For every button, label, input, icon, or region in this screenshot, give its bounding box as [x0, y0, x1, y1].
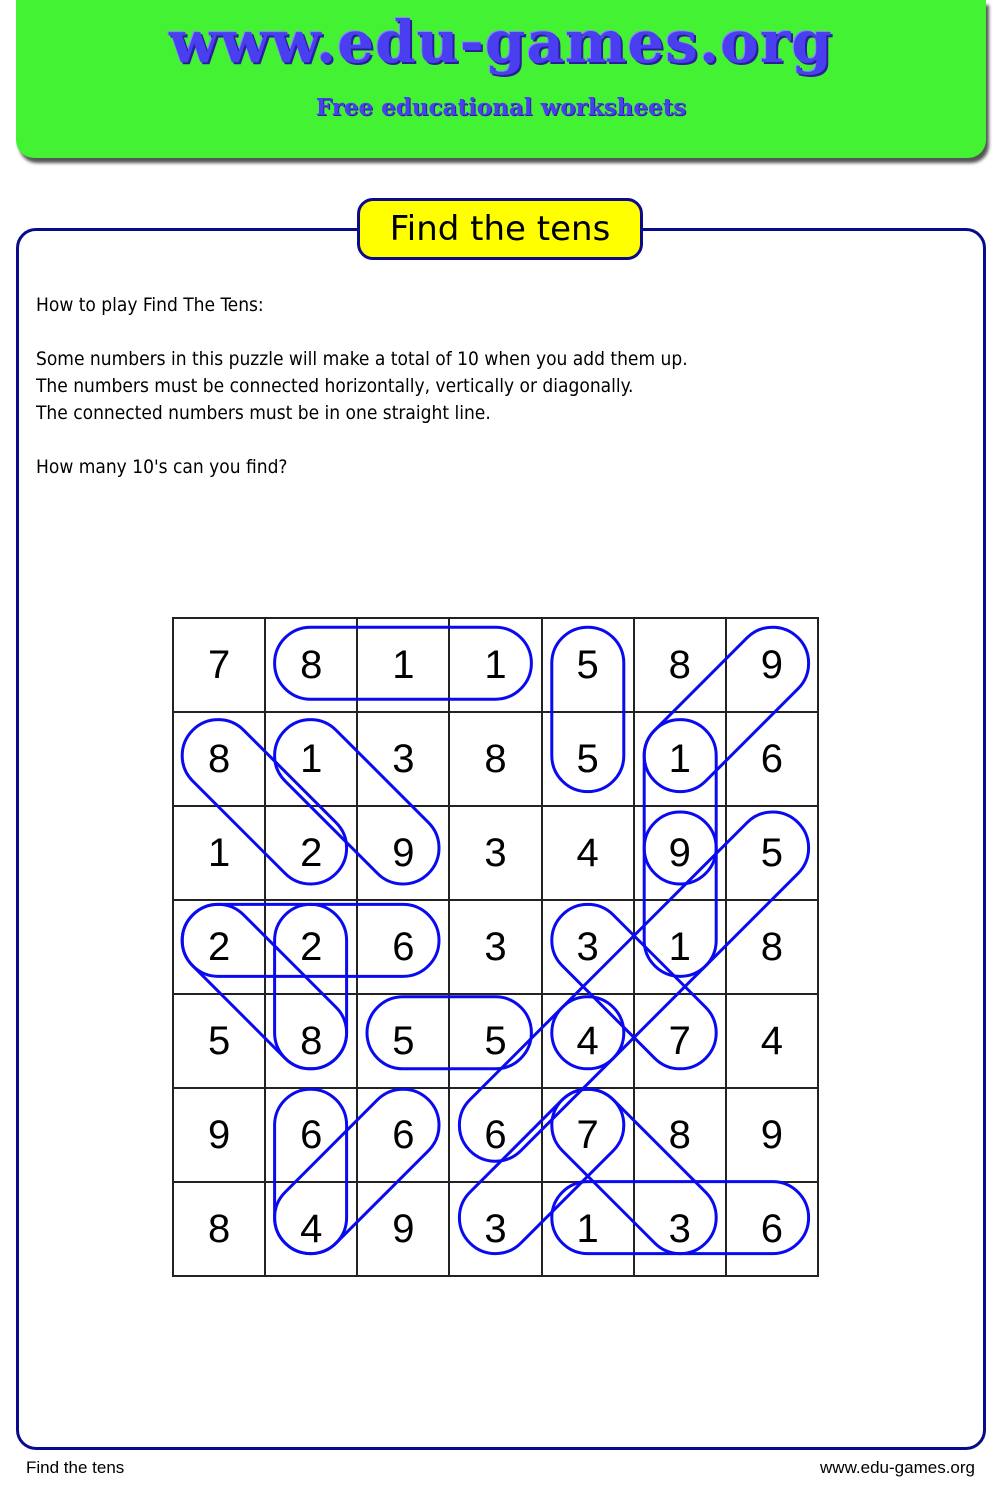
grid-cell[interactable]: 5 — [449, 994, 541, 1088]
grid-cell[interactable]: 9 — [357, 1182, 449, 1276]
grid-cell[interactable]: 6 — [357, 900, 449, 994]
grid-cell[interactable]: 7 — [542, 1088, 634, 1182]
grid-row — [173, 618, 818, 712]
grid-cell[interactable]: 8 — [449, 712, 541, 806]
grid-cell[interactable]: 5 — [542, 712, 634, 806]
grid-cell[interactable]: 3 — [449, 806, 541, 900]
footer-url[interactable]: www.edu-games.org — [820, 1458, 975, 1477]
grid-cell[interactable]: 3 — [449, 900, 541, 994]
grid-cell[interactable]: 8 — [634, 1088, 726, 1182]
grid-cell[interactable]: 5 — [173, 994, 265, 1088]
grid-row — [173, 1088, 818, 1182]
grid-cell[interactable]: 1 — [173, 806, 265, 900]
grid-cell[interactable]: 8 — [265, 618, 357, 712]
instructions — [36, 292, 688, 481]
grid-cell[interactable]: 5 — [726, 806, 818, 900]
grid-cell[interactable]: 4 — [542, 806, 634, 900]
grid-cell[interactable]: 4 — [265, 1182, 357, 1276]
grid-cell[interactable]: 7 — [634, 994, 726, 1088]
grid-cell[interactable]: 7 — [173, 618, 265, 712]
grid-row — [173, 1182, 818, 1276]
footer-title: Find the tens — [26, 1458, 125, 1477]
header-banner — [16, 0, 986, 158]
instruction-line: Some numbers in this puzzle will make a total of 10 when you add them up. — [36, 348, 688, 370]
instructions-heading: How to play Find The Tens: — [36, 294, 264, 316]
number-grid — [172, 617, 819, 1263]
grid-cell[interactable]: 8 — [634, 618, 726, 712]
grid-cell[interactable]: 4 — [726, 994, 818, 1088]
grid-cell[interactable]: 1 — [357, 618, 449, 712]
tagline: Free educational worksheets — [315, 94, 687, 121]
grid-cell[interactable]: 2 — [265, 806, 357, 900]
grid-cell[interactable]: 3 — [542, 900, 634, 994]
grid-cell[interactable]: 6 — [449, 1088, 541, 1182]
grid-cell[interactable]: 5 — [357, 994, 449, 1088]
grid-cell[interactable]: 9 — [726, 1088, 818, 1182]
grid-cell[interactable]: 3 — [634, 1182, 726, 1276]
grid-row — [173, 900, 818, 994]
grid-cell[interactable]: 8 — [265, 994, 357, 1088]
grid-cell[interactable]: 1 — [634, 900, 726, 994]
grid-cell[interactable]: 9 — [634, 806, 726, 900]
grid-row — [173, 994, 818, 1088]
worksheet-title: Find the tens — [357, 198, 643, 260]
instruction-line: The connected numbers must be in one straight line. — [36, 402, 491, 424]
grid-table — [172, 617, 819, 1277]
grid-cell[interactable]: 9 — [726, 618, 818, 712]
grid-cell[interactable]: 3 — [357, 712, 449, 806]
instructions-question: How many 10's can you find? — [36, 456, 288, 478]
grid-cell[interactable]: 1 — [265, 712, 357, 806]
site-logo[interactable]: www.edu-games.org — [169, 8, 833, 76]
grid-cell[interactable]: 1 — [542, 1182, 634, 1276]
grid-cell[interactable]: 6 — [265, 1088, 357, 1182]
grid-cell[interactable]: 1 — [449, 618, 541, 712]
grid-cell[interactable]: 2 — [265, 900, 357, 994]
grid-cell[interactable]: 6 — [357, 1088, 449, 1182]
grid-cell[interactable]: 8 — [726, 900, 818, 994]
grid-cell[interactable]: 3 — [449, 1182, 541, 1276]
grid-cell[interactable]: 8 — [173, 712, 265, 806]
grid-cell[interactable]: 4 — [542, 994, 634, 1088]
grid-row — [173, 806, 818, 900]
grid-cell[interactable]: 9 — [173, 1088, 265, 1182]
grid-cell[interactable]: 2 — [173, 900, 265, 994]
grid-row — [173, 712, 818, 806]
grid-cell[interactable]: 8 — [173, 1182, 265, 1276]
grid-cell[interactable]: 9 — [357, 806, 449, 900]
grid-cell[interactable]: 6 — [726, 1182, 818, 1276]
grid-cell[interactable]: 6 — [726, 712, 818, 806]
grid-cell[interactable]: 5 — [542, 618, 634, 712]
instruction-line: The numbers must be connected horizontally, vertically or diagonally. — [36, 375, 634, 397]
grid-cell[interactable]: 1 — [634, 712, 726, 806]
